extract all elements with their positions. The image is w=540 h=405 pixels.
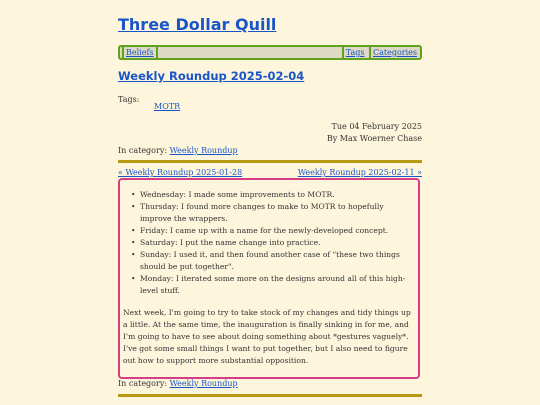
post-date: Tue 04 February 2025 xyxy=(331,122,422,131)
summary-paragraph: Next week, I'm going to try to take stock of my changes and tidy things up a little. At the same time, the inauguration is finally sinking in for me, and I'm going to have to see about doing something about *gestures vaguely*. I've got some small things I want to put together, but I also need to figure out how to support more substantial opposition. xyxy=(123,308,411,365)
list-item: • Sunday: I used it, and then found another case of "these two things should be put together". xyxy=(129,249,414,273)
category-link[interactable]: Weekly Roundup xyxy=(169,379,238,388)
tags-label: Tags: xyxy=(118,95,140,104)
divider-bottom xyxy=(118,394,422,397)
divider xyxy=(118,160,422,163)
tag-motr-link[interactable]: MOTR xyxy=(154,102,181,111)
category-line xyxy=(118,145,238,156)
category-label: In category: xyxy=(118,146,168,155)
list-item: • Monday: I iterated some more on the designs around all of this high-level stuff. xyxy=(129,273,414,297)
category-label: In category: xyxy=(118,379,168,388)
nav-tags-link[interactable]: Tags xyxy=(345,48,365,57)
nav-beliefs-link[interactable]: Beliefs xyxy=(126,48,154,57)
list-item: • Thursday: I found more changes to make to MOTR to hopefully improve the wrappers. xyxy=(129,201,414,225)
post-title-link[interactable]: Weekly Roundup 2025-02-04 xyxy=(118,69,305,83)
list-item: • Friday: I came up with a name for the newly-developed concept. xyxy=(129,225,414,237)
day-list xyxy=(129,189,414,297)
post-content xyxy=(118,178,420,379)
list-item: • Wednesday: I made some improvements to MOTR. xyxy=(129,189,414,201)
nav-bar xyxy=(118,45,422,60)
list-item: • Saturday: I put the name change into practice. xyxy=(129,237,414,249)
next-post-link[interactable]: Weekly Roundup 2025-02-11 » xyxy=(297,168,422,177)
category-line-bottom xyxy=(118,378,238,389)
site-title-link[interactable]: Three Dollar Quill xyxy=(118,15,277,34)
prev-post-link[interactable]: « Weekly Roundup 2025-01-28 xyxy=(118,168,243,177)
nav-categories-link[interactable]: Categories xyxy=(373,48,417,57)
category-link[interactable]: Weekly Roundup xyxy=(169,146,238,155)
post-author: By Max Woerner Chase xyxy=(326,134,422,143)
